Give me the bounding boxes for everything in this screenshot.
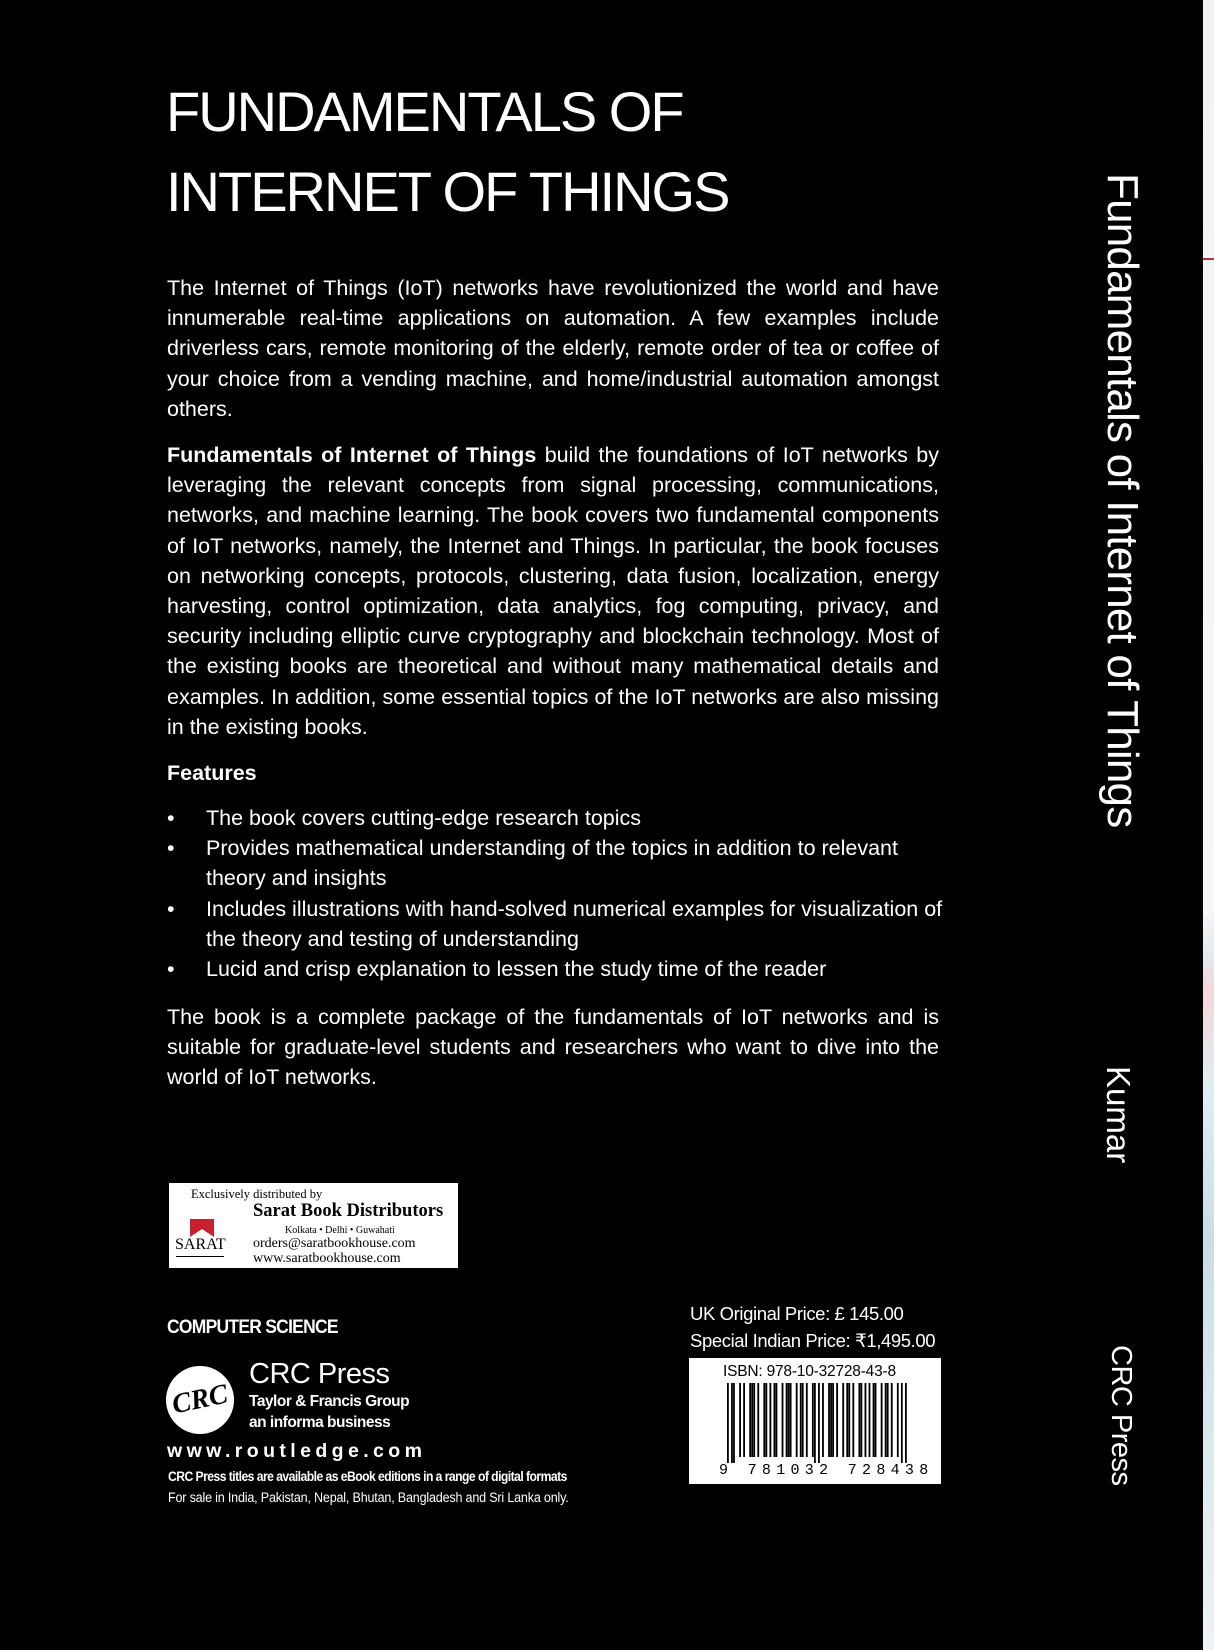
barcode-bar (763, 1383, 765, 1457)
intro-paragraph: The Internet of Things (IoT) networks have revolutionized the world and have innumerable real-time applications on automation. A few examples include driverless cars, remote monitoring of the elderly, remote order of tea or coffee of your choice from a vending machine, and home/industrial automation amongst others. (167, 276, 939, 421)
publisher-name: CRC Press (249, 1358, 390, 1390)
subject-category: COMPUTER SCIENCE (167, 1317, 338, 1338)
barcode-bar (822, 1383, 824, 1457)
barcode-bar (749, 1383, 751, 1457)
title-line-1: FUNDAMENTALS OF (166, 80, 683, 143)
closing-paragraph: The book is a complete package of the fundamentals of IoT networks and is suitable for graduate-level students and researchers who want to dive into the world of IoT networks. (167, 1005, 939, 1090)
barcode-bar (769, 1383, 771, 1457)
barcode-bar (788, 1383, 790, 1457)
barcode-bar (739, 1383, 741, 1457)
front-cover-edge (1203, 0, 1214, 1650)
barcode-bar (743, 1383, 745, 1457)
barcode-bar (897, 1383, 899, 1457)
barcode-bar (818, 1383, 820, 1463)
distributor-box (169, 1183, 458, 1268)
barcode-bar (812, 1383, 814, 1457)
barcode-bar (774, 1383, 776, 1457)
barcode-bar (881, 1383, 883, 1457)
barcode-bar (836, 1383, 838, 1457)
features-list (167, 803, 947, 984)
barcode-bar (757, 1383, 759, 1457)
sale-region-note: For sale in India, Pakistan, Nepal, Bhutan, Bangladesh and Sri Lanka only. (168, 1490, 569, 1505)
distributor-name: Sarat Book Distributors (253, 1201, 444, 1221)
distributor-email: orders@saratbookhouse.com (253, 1236, 416, 1251)
barcode-bar (875, 1383, 877, 1457)
crc-logo (166, 1366, 234, 1434)
barcode-bar (832, 1383, 834, 1457)
barcode-bar (852, 1383, 854, 1457)
sarat-logo-underline (176, 1256, 224, 1257)
barcode-bar (765, 1383, 767, 1457)
barcode-bar (901, 1383, 903, 1463)
title-line-2: INTERNET OF THINGS (166, 160, 729, 223)
publisher-website: www.routledge.com (167, 1440, 427, 1462)
barcode-bar (782, 1383, 784, 1457)
barcode-bar (802, 1383, 804, 1457)
description-text: build the foundations of IoT networks by leveraging the relevant concepts from signal processing, communications, networks, and machine learning. The book covers two fundamental components of IoT networks, namely, the Internet and Things. In particular, the book focuses on networking concepts, protocols, clustering, data fusion, localization, energy harvesting, control optimization, data analytics, fog computing, privacy, and security including elliptic curve cryptography and blockchain technology. Most of the existing books are theoretical and without many mathematical details and examples. In addition, some essential topics of the IoT networks are also missing in the existing books. (167, 443, 939, 739)
barcode-bar (846, 1383, 848, 1457)
barcode-bar (860, 1383, 862, 1457)
barcode-bar (848, 1383, 850, 1457)
barcode-bar (733, 1383, 735, 1463)
feature-item: • Includes illustrations with hand-solved numerical examples for visualization of the theory and testing of understanding (167, 894, 947, 954)
publisher-informa: an informa business (249, 1414, 391, 1431)
barcode-bar (865, 1383, 867, 1457)
barcode-bar (796, 1383, 798, 1457)
barcode-digits: 9 781032 728438 (719, 1462, 934, 1479)
barcode-bar (800, 1383, 802, 1457)
barcode-bars (727, 1383, 907, 1463)
ebook-note: CRC Press titles are available as eBook editions in a range of digital formats (168, 1469, 567, 1484)
barcode-bar (858, 1383, 860, 1457)
crc-logo-mark: CRC (169, 1378, 231, 1421)
spine-publisher: CRC Press (1105, 1345, 1137, 1486)
barcode-bar (828, 1383, 830, 1457)
barcode-bar (776, 1383, 778, 1457)
distributor-website: www.saratbookhouse.com (253, 1251, 401, 1266)
barcode-bar (887, 1383, 889, 1457)
barcode-bar (786, 1383, 788, 1457)
barcode-bar (873, 1383, 875, 1457)
feature-item: • The book covers cutting-edge research topics (167, 803, 947, 833)
feature-item: • Lucid and crisp explanation to lessen the study time of the reader (167, 954, 947, 984)
barcode-bar (830, 1383, 832, 1457)
barcode-bar (905, 1383, 907, 1463)
barcode-bar (806, 1383, 808, 1457)
barcode-bar (751, 1383, 753, 1457)
spine-title: Fundamentals of Internet of Things (1098, 173, 1147, 828)
description-bold-lead: Fundamentals of Internet of Things (167, 443, 537, 467)
barcode-bar (869, 1383, 871, 1457)
barcode-bar (814, 1383, 816, 1463)
isbn-barcode (689, 1358, 941, 1484)
book-title (166, 72, 728, 232)
isbn-label: ISBN: 978-10-32728-43-8 (723, 1363, 896, 1380)
feature-item: • Provides mathematical understanding of the topics in addition to relevant theory and insights (167, 833, 947, 893)
spine-author: Kumar (1100, 1066, 1137, 1164)
uk-price: UK Original Price: £ 145.00 (690, 1303, 904, 1324)
publisher-group: Taylor & Francis Group (249, 1393, 410, 1410)
description-paragraph (167, 440, 939, 742)
barcode-bar (891, 1383, 893, 1457)
front-cover-edge-line (1203, 258, 1214, 260)
distributor-exclusive-label: Exclusively distributed by (191, 1187, 323, 1201)
indian-price: Special Indian Price: ₹1,495.00 (690, 1330, 936, 1351)
sarat-logo-text: SARAT (175, 1236, 226, 1253)
barcode-bar (885, 1383, 887, 1457)
barcode-bar (790, 1383, 792, 1457)
features-heading: Features (167, 761, 257, 785)
barcode-bar (727, 1383, 729, 1463)
distributor-cities: Kolkata • Delhi • Guwahati (285, 1225, 395, 1236)
barcode-bar (753, 1383, 755, 1457)
barcode-bar (842, 1383, 844, 1457)
barcode-bar (731, 1383, 733, 1463)
